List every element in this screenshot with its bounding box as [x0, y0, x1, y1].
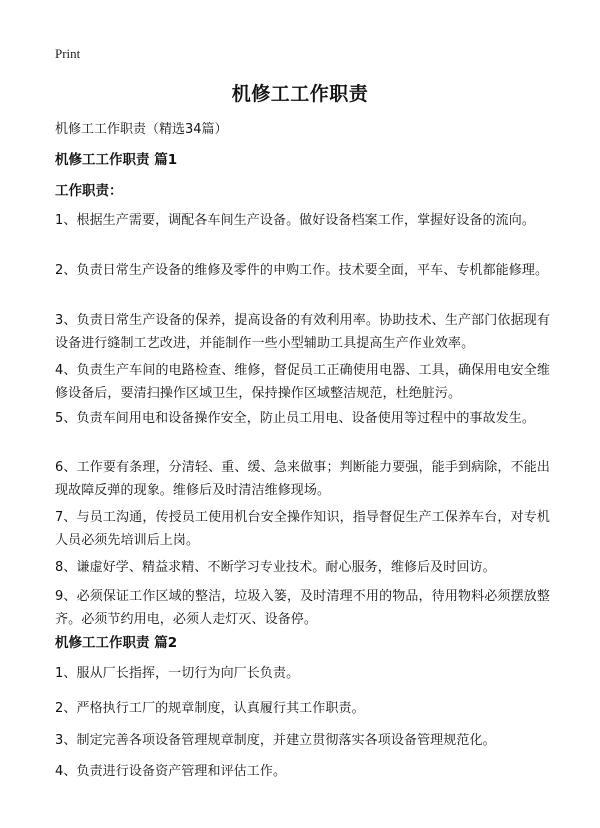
section-1-item-8: 8、谦虚好学、精益求精、不断学习专业技术。耐心服务，维修后及时回访。 [55, 560, 496, 575]
section-1-item-6: 6、工作要有条理，分清轻、重、缓、急来做事；判断能力要强，能手到病除，不能出现故障反弹的现象。维修后及时清洁维修现场。 [55, 460, 550, 498]
section-2-item-4: 4、负责进行设备资产管理和评估工作。 [55, 764, 287, 779]
section-1-item-7: 7、与员工沟通，传授员工使用机台安全操作知识，指导督促生产工保养车台，对专机人员必须先培训后上岗。 [55, 510, 550, 548]
section-2-item-3: 3、制定完善各项设备管理规章制度，并建立贯彻落实各项设备管理规范化。 [55, 733, 496, 748]
document-subtitle: 机修工工作职责（精选34篇） [55, 122, 228, 137]
section-1-item-5: 5、负责车间用电和设备操作安全，防止员工用电、设备使用等过程中的事故发生。 [55, 411, 535, 426]
section-1-heading: 机修工工作职责 篇1 [55, 152, 178, 168]
section-1-item-4: 4、负责生产车间的电路检查、维修，督促员工正确使用电器、工具，确保用电安全维修设备后，要清扫操作区域卫生，保持操作区域整洁规范，杜绝脏污。 [55, 363, 550, 401]
print-label: Print [55, 46, 81, 61]
section-1-item-3: 3、负责日常生产设备的保养，提高设备的有效利用率。协助技术、生产部门依据现有设备进行缝制工艺改进，并能制作一些小型辅助工具提高生产作业效率。 [55, 313, 550, 351]
section-2-heading: 机修工工作职责 篇2 [55, 635, 178, 651]
section-1-subheading: 工作职责： [55, 183, 123, 199]
section-1-item-9: 9、必须保证工作区域的整洁，垃圾入篓，及时清理不用的物品，待用物料必须摆放整齐。必须节约用电，必须人走灯灭、设备停。 [55, 589, 550, 627]
section-2-item-1: 1、服从厂长指挥，一切行为向厂长负责。 [55, 666, 300, 681]
page-title: 机修工工作职责 [231, 83, 369, 105]
section-1-item-1: 1、根据生产需要，调配各车间生产设备。做好设备档案工作，掌握好设备的流向。 [55, 213, 535, 228]
section-2-item-2: 2、严格执行工厂的规章制度，认真履行其工作职责。 [55, 701, 365, 716]
section-1-item-2: 2、负责日常生产设备的维修及零件的申购工作。技术要全面，平车、专机都能修理。 [55, 263, 549, 278]
